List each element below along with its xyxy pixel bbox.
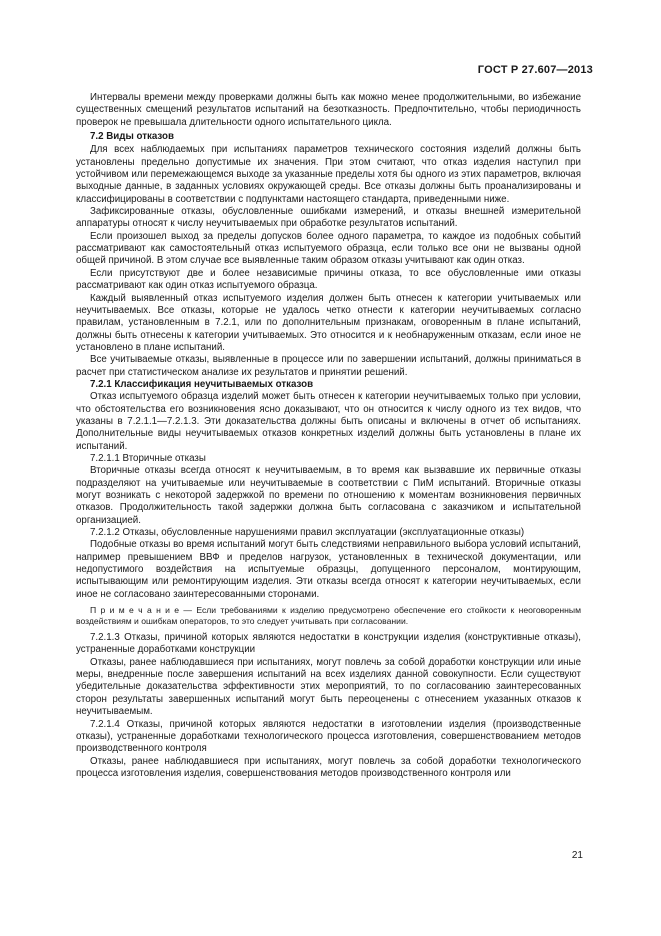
- paragraph: Отказы, ранее наблюдавшиеся при испытаниях, могут повлечь за собой доработки технологического процесса изготовления изделия, совершенствования методов производственного контроля или: [76, 755, 581, 779]
- paragraph: Зафиксированные отказы, обусловленные ошибками измерений, и отказы внешней измерительной аппаратуры относят к числу неучитываемых при обработке результатов испытаний.: [76, 206, 581, 230]
- subsection-heading-7-2-1-4: 7.2.1.4 Отказы, причиной которых являются недостатки в изготовлении изделия (производственные отказы), устраненные доработками технологического процесса изготовления, совершенствованием методов производственного контроля: [76, 718, 581, 755]
- standard-header: ГОСТ Р 27.607—2013: [477, 64, 593, 76]
- paragraph: Все учитываемые отказы, выявленные в процессе или по завершении испытаний, должны приниматься в расчет при статистическом анализе их результатов и принятии решений.: [76, 354, 581, 378]
- paragraph: Каждый выявленный отказ испытуемого изделия должен быть отнесен к категории учитываемых или неучитываемых. Все отказы, которые не удалось четко отнести к категории неучитываемых согласно правилам, установленным в 7.2.1, или по дополнительным признакам, оговоренным в плане испытаний, должны быть отнесены к категории учитываемых. Это относится и к необнаруженным отказам, если иное не установлено в плане испытаний.: [76, 292, 581, 353]
- note: П р и м е ч а н и е — Если требованиями к изделию предусмотрено обеспечение его стойкости к неоговоренным воздействиям и ошибкам операторов, то это следует учитывать при согласовании.: [76, 605, 581, 627]
- paragraph: Интервалы времени между проверками должны быть как можно менее продолжительными, во избежание существенных смещений результатов испытаний на безотказность. Предпочтительно, чтобы периодичность проверок не превышала длительности одного испытательного цикла.: [76, 92, 581, 128]
- paragraph: Если произошел выход за пределы допусков более одного параметра, то каждое из подобных событий рассматривают как самостоятельный отказ испытуемого образца, если только все они не вызваны одной общей причиной. В этом случае все выявленные таким образом отказы учитывают как один отказ.: [76, 230, 581, 267]
- section-heading-7-2: 7.2 Виды отказов: [90, 131, 174, 143]
- subsection-heading-7-2-1-1: 7.2.1.1 Вторичные отказы: [90, 452, 206, 464]
- paragraph: Подобные отказы во время испытаний могут быть следствиями неправильного выбора условий испытаний, например превышением ВВФ и пределов нагрузок, установленных в технической документации, или недопустимого воздействия на испытуемые образцы, допущенного персоналом, монтирующим, испытывающим или ремонтирующим изделия. Эти отказы всегда относят к категории неучитываемых, если иное не согласовано заинтересованными сторонами.: [76, 539, 581, 600]
- section-heading-7-2-1: 7.2.1 Классификация неучитываемых отказов: [90, 378, 314, 390]
- paragraph: Отказ испытуемого образца изделий может быть отнесен к категории неучитываемых только при условии, что обстоятельства его возникновения ясно доказывают, что он относится к числу одного из тех видов, что указаны в 7.2.1.1—7.2.1.3. Эти доказательства должны быть описаны и включены в отчет об испытаниях. Дополнительные виды неучитываемых отказов конкретных изделий должны быть установлены в плане их испытаний.: [76, 391, 581, 452]
- paragraph: Если присутствуют две и более независимые причины отказа, то все обусловленные ими отказы рассматривают как один отказ испытуемого образца.: [76, 267, 581, 292]
- page-number: 21: [571, 850, 583, 861]
- subsection-heading-7-2-1-3: 7.2.1.3 Отказы, причиной которых являются недостатки в конструкции изделия (конструктивные отказы), устраненные доработками конструкции: [76, 632, 581, 656]
- paragraph: Для всех наблюдаемых при испытаниях параметров технического состояния изделий должны быть установлены предельно допустимые их значения. При этом считают, что отказ изделия наступил при устойчивом или перемежающемся выходе за указанные пределы хотя бы одного из этих параметров, включая выходные данные, в заданных условиях окружающей среды. Все отказы должны быть проанализированы и классифицированы в соответствии с подпунктами настоящего стандарта, приведенными ниже.: [76, 144, 581, 205]
- paragraph: Отказы, ранее наблюдавшиеся при испытаниях, могут повлечь за собой доработки конструкции или иные меры, внедренные после завершения испытаний на всех изделиях данной совокупности. Если существуют убедительные доказательства эффективности этих мероприятий, то по согласованию заинтересованных сторон результаты завершенных испытаний могут быть переоценены с отнесением указанных отказов к неучитываемым.: [76, 656, 581, 718]
- subsection-heading-7-2-1-2: 7.2.1.2 Отказы, обусловленные нарушениями правил эксплуатации (эксплуатационные отказы): [90, 527, 525, 539]
- paragraph: Вторичные отказы всегда относят к неучитываемым, в то время как вызвавшие их первичные отказы подразделяют на учитываемые или неучитываемые в соответствии с ПиМ испытаний. Вторичные отказы могут возникать с некоторой задержкой по времени по отношению к моментам возникновения первичных отказов. Продолжительность такой задержки должна быть согласована с заказчиком и испытательной организацией.: [76, 465, 581, 526]
- document-body: [76, 92, 581, 780]
